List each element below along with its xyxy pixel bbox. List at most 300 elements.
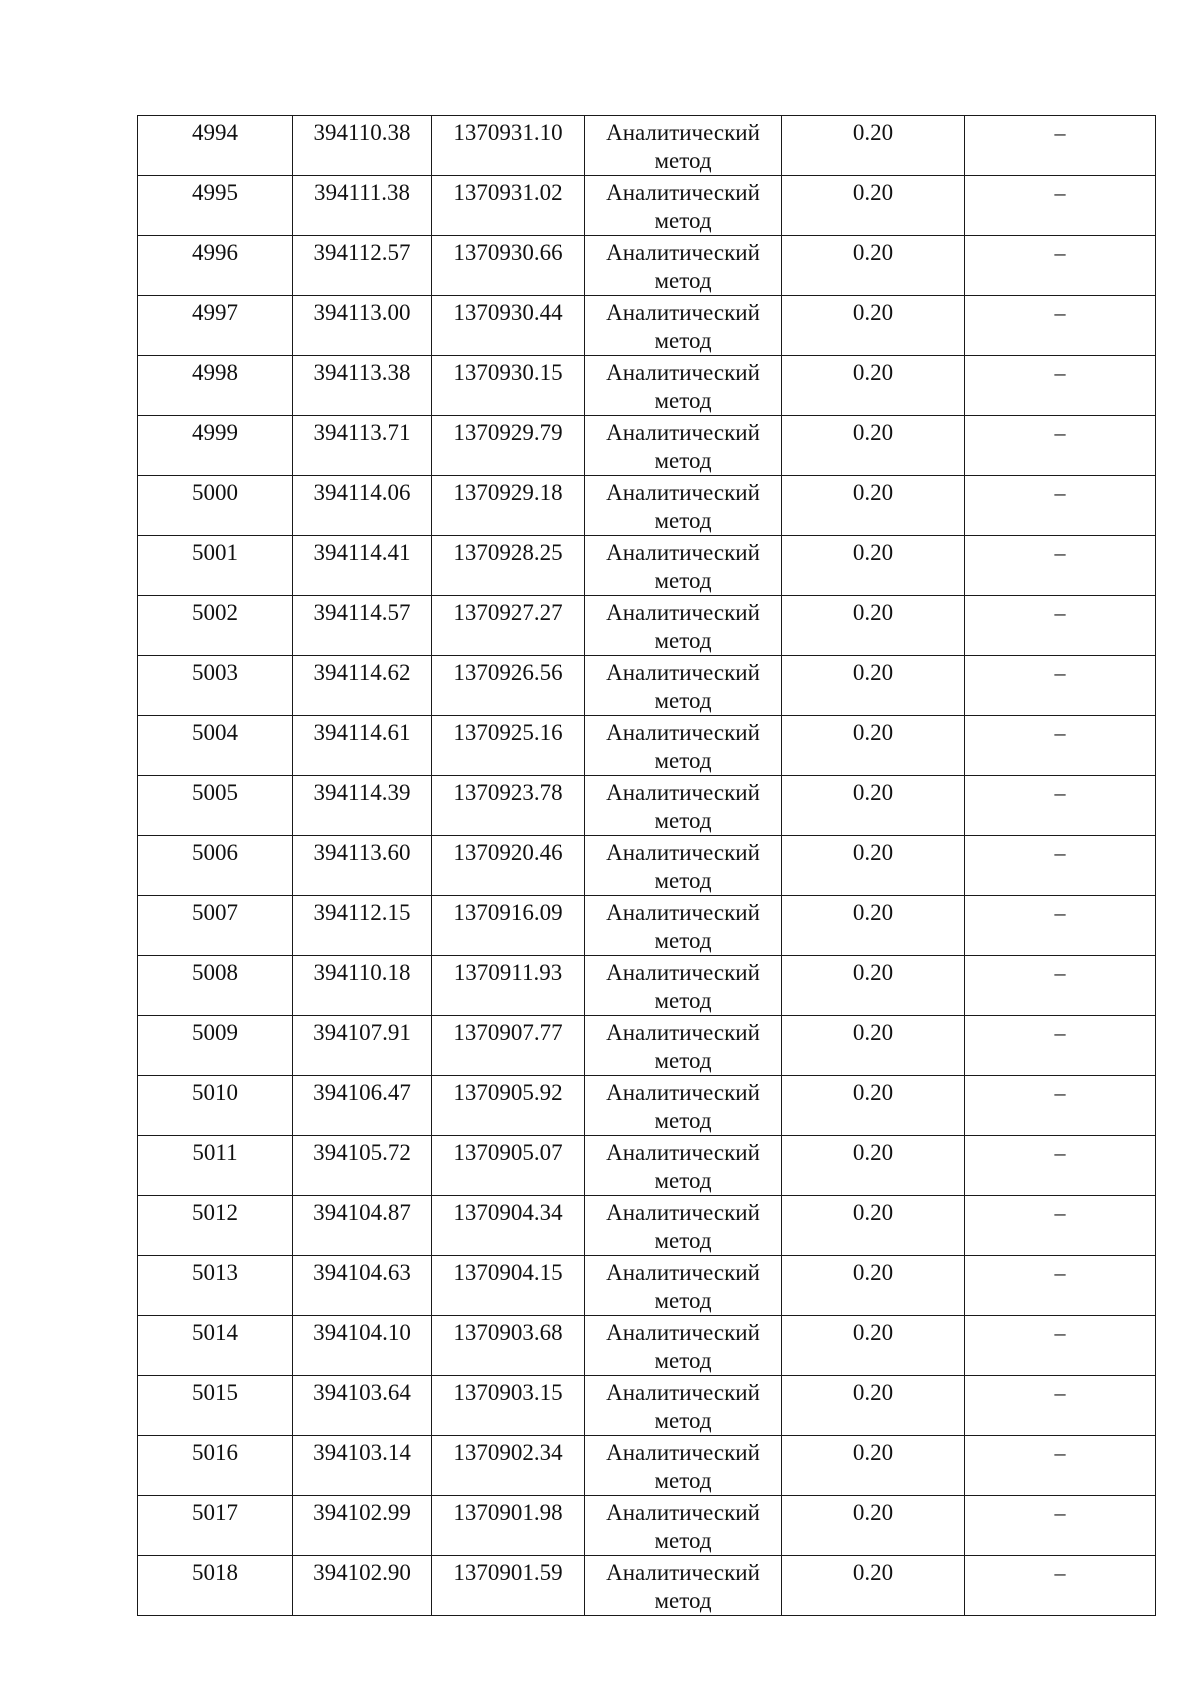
method-cell [585, 1256, 782, 1316]
error-cell [782, 1196, 965, 1256]
error-cell [782, 1496, 965, 1556]
note-cell-text: – [1054, 1320, 1066, 1345]
note-cell-text: – [1054, 180, 1066, 205]
note-cell-text: – [1054, 1560, 1066, 1585]
error-cell-text: 0.20 [852, 360, 894, 385]
error-cell [782, 296, 965, 356]
table-row [138, 1076, 1156, 1136]
x-coordinate-cell [293, 476, 432, 536]
method-cell-text: Аналитический метод [606, 1560, 760, 1613]
method-cell-text: Аналитический метод [606, 420, 760, 473]
method-cell-text: Аналитический метод [606, 600, 760, 653]
note-cell-text: – [1054, 120, 1066, 145]
note-cell [965, 176, 1156, 236]
method-cell [585, 1376, 782, 1436]
y-coordinate-cell [432, 956, 585, 1016]
point-number-cell [138, 836, 293, 896]
point-number-cell [138, 296, 293, 356]
error-cell-text: 0.20 [852, 660, 894, 685]
y-coordinate-cell [432, 716, 585, 776]
table-row [138, 1556, 1156, 1616]
x-coordinate-cell [293, 536, 432, 596]
method-cell-text: Аналитический метод [606, 780, 760, 833]
y-coordinate-cell-text: 1370930.44 [453, 300, 563, 325]
point-number-cell [138, 1316, 293, 1376]
x-coordinate-cell-text: 394107.91 [313, 1020, 411, 1045]
x-coordinate-cell [293, 236, 432, 296]
y-coordinate-cell-text: 1370904.34 [453, 1200, 563, 1225]
note-cell [965, 476, 1156, 536]
method-cell-text: Аналитический метод [606, 1020, 760, 1073]
note-cell [965, 1136, 1156, 1196]
y-coordinate-cell-text: 1370902.34 [453, 1440, 563, 1465]
y-coordinate-cell [432, 1016, 585, 1076]
method-cell-text: Аналитический метод [606, 300, 760, 353]
method-cell-text: Аналитический метод [606, 840, 760, 893]
method-cell [585, 656, 782, 716]
table-row [138, 596, 1156, 656]
error-cell [782, 236, 965, 296]
y-coordinate-cell-text: 1370930.66 [453, 240, 563, 265]
table-row [138, 956, 1156, 1016]
y-coordinate-cell-text: 1370929.18 [453, 480, 563, 505]
table-row [138, 116, 1156, 176]
error-cell [782, 476, 965, 536]
note-cell [965, 416, 1156, 476]
point-number-cell [138, 536, 293, 596]
method-cell [585, 836, 782, 896]
point-number-cell-text: 5003 [192, 660, 238, 685]
error-cell [782, 1256, 965, 1316]
note-cell-text: – [1054, 480, 1066, 505]
error-cell [782, 116, 965, 176]
point-number-cell [138, 236, 293, 296]
error-cell [782, 1376, 965, 1436]
x-coordinate-cell-text: 394113.38 [313, 360, 411, 385]
x-coordinate-cell-text: 394110.18 [313, 960, 411, 985]
point-number-cell-text: 5014 [192, 1320, 238, 1345]
note-cell-text: – [1054, 600, 1066, 625]
method-cell [585, 776, 782, 836]
x-coordinate-cell-text: 394106.47 [313, 1080, 411, 1105]
x-coordinate-cell-text: 394114.62 [313, 660, 411, 685]
y-coordinate-cell-text: 1370905.07 [453, 1140, 563, 1165]
y-coordinate-cell [432, 836, 585, 896]
method-cell-text: Аналитический метод [606, 1380, 760, 1433]
table-row [138, 1016, 1156, 1076]
table-row [138, 656, 1156, 716]
note-cell [965, 1376, 1156, 1436]
point-number-cell-text: 4995 [192, 180, 238, 205]
table-row [138, 1136, 1156, 1196]
note-cell [965, 1256, 1156, 1316]
method-cell [585, 1496, 782, 1556]
note-cell [965, 296, 1156, 356]
note-cell-text: – [1054, 1020, 1066, 1045]
table-row [138, 896, 1156, 956]
y-coordinate-cell [432, 116, 585, 176]
error-cell-text: 0.20 [852, 1380, 894, 1405]
y-coordinate-cell [432, 1496, 585, 1556]
x-coordinate-cell [293, 1256, 432, 1316]
y-coordinate-cell-text: 1370916.09 [453, 900, 563, 925]
method-cell [585, 1016, 782, 1076]
coordinates-table [137, 115, 1156, 1616]
note-cell [965, 536, 1156, 596]
y-coordinate-cell [432, 1316, 585, 1376]
method-cell [585, 236, 782, 296]
method-cell-text: Аналитический метод [606, 720, 760, 773]
x-coordinate-cell [293, 776, 432, 836]
y-coordinate-cell-text: 1370901.59 [453, 1560, 563, 1585]
error-cell [782, 1316, 965, 1376]
note-cell-text: – [1054, 660, 1066, 685]
point-number-cell [138, 116, 293, 176]
x-coordinate-cell [293, 296, 432, 356]
note-cell [965, 1556, 1156, 1616]
point-number-cell-text: 5011 [192, 1140, 238, 1165]
y-coordinate-cell [432, 1376, 585, 1436]
point-number-cell [138, 176, 293, 236]
point-number-cell-text: 5009 [192, 1020, 238, 1045]
y-coordinate-cell [432, 536, 585, 596]
table-row [138, 1316, 1156, 1376]
table-row [138, 1196, 1156, 1256]
x-coordinate-cell-text: 394114.06 [313, 480, 411, 505]
point-number-cell [138, 1436, 293, 1496]
method-cell-text: Аналитический метод [606, 120, 760, 173]
x-coordinate-cell-text: 394103.14 [313, 1440, 411, 1465]
x-coordinate-cell [293, 176, 432, 236]
point-number-cell [138, 596, 293, 656]
x-coordinate-cell-text: 394114.41 [313, 540, 411, 565]
point-number-cell-text: 5006 [192, 840, 238, 865]
error-cell-text: 0.20 [852, 840, 894, 865]
point-number-cell-text: 4994 [192, 120, 238, 145]
error-cell [782, 1136, 965, 1196]
x-coordinate-cell [293, 1556, 432, 1616]
y-coordinate-cell [432, 416, 585, 476]
point-number-cell [138, 1196, 293, 1256]
method-cell-text: Аналитический метод [606, 1200, 760, 1253]
error-cell [782, 356, 965, 416]
y-coordinate-cell-text: 1370905.92 [453, 1080, 563, 1105]
error-cell [782, 956, 965, 1016]
y-coordinate-cell-text: 1370928.25 [453, 540, 563, 565]
error-cell-text: 0.20 [852, 1500, 894, 1525]
x-coordinate-cell [293, 596, 432, 656]
point-number-cell-text: 5017 [192, 1500, 238, 1525]
point-number-cell [138, 1376, 293, 1436]
table-row [138, 476, 1156, 536]
error-cell [782, 536, 965, 596]
error-cell-text: 0.20 [852, 600, 894, 625]
note-cell [965, 236, 1156, 296]
y-coordinate-cell [432, 776, 585, 836]
note-cell [965, 776, 1156, 836]
x-coordinate-cell [293, 1016, 432, 1076]
method-cell [585, 716, 782, 776]
error-cell-text: 0.20 [852, 1020, 894, 1045]
x-coordinate-cell-text: 394103.64 [313, 1380, 411, 1405]
x-coordinate-cell [293, 716, 432, 776]
error-cell [782, 836, 965, 896]
x-coordinate-cell-text: 394114.39 [313, 780, 411, 805]
method-cell [585, 956, 782, 1016]
y-coordinate-cell-text: 1370931.10 [453, 120, 563, 145]
x-coordinate-cell-text: 394113.00 [313, 300, 411, 325]
point-number-cell [138, 1496, 293, 1556]
point-number-cell [138, 956, 293, 1016]
x-coordinate-cell [293, 1496, 432, 1556]
note-cell [965, 656, 1156, 716]
point-number-cell-text: 5015 [192, 1380, 238, 1405]
point-number-cell [138, 1136, 293, 1196]
method-cell-text: Аналитический метод [606, 660, 760, 713]
y-coordinate-cell [432, 896, 585, 956]
x-coordinate-cell-text: 394104.10 [313, 1320, 411, 1345]
x-coordinate-cell-text: 394114.57 [313, 600, 411, 625]
note-cell-text: – [1054, 1500, 1066, 1525]
x-coordinate-cell-text: 394113.71 [313, 420, 411, 445]
x-coordinate-cell [293, 896, 432, 956]
x-coordinate-cell-text: 394104.63 [313, 1260, 411, 1285]
method-cell [585, 416, 782, 476]
y-coordinate-cell [432, 296, 585, 356]
coordinates-table-body [138, 116, 1156, 1616]
error-cell-text: 0.20 [852, 1440, 894, 1465]
y-coordinate-cell-text: 1370925.16 [453, 720, 563, 745]
note-cell [965, 716, 1156, 776]
note-cell [965, 1076, 1156, 1136]
point-number-cell-text: 5010 [192, 1080, 238, 1105]
point-number-cell [138, 656, 293, 716]
point-number-cell-text: 5016 [192, 1440, 238, 1465]
x-coordinate-cell [293, 1076, 432, 1136]
method-cell [585, 896, 782, 956]
y-coordinate-cell-text: 1370901.98 [453, 1500, 563, 1525]
y-coordinate-cell [432, 176, 585, 236]
method-cell [585, 1556, 782, 1616]
point-number-cell [138, 1016, 293, 1076]
error-cell [782, 596, 965, 656]
y-coordinate-cell-text: 1370926.56 [453, 660, 563, 685]
method-cell-text: Аналитический метод [606, 960, 760, 1013]
x-coordinate-cell [293, 1136, 432, 1196]
y-coordinate-cell [432, 476, 585, 536]
method-cell-text: Аналитический метод [606, 1260, 760, 1313]
method-cell [585, 296, 782, 356]
point-number-cell [138, 1076, 293, 1136]
point-number-cell-text: 4998 [192, 360, 238, 385]
table-row [138, 836, 1156, 896]
method-cell [585, 1316, 782, 1376]
y-coordinate-cell-text: 1370907.77 [453, 1020, 563, 1045]
error-cell [782, 176, 965, 236]
error-cell-text: 0.20 [852, 1140, 894, 1165]
method-cell [585, 1136, 782, 1196]
point-number-cell-text: 5004 [192, 720, 238, 745]
point-number-cell-text: 5001 [192, 540, 238, 565]
table-row [138, 176, 1156, 236]
method-cell-text: Аналитический метод [606, 1500, 760, 1553]
x-coordinate-cell [293, 956, 432, 1016]
error-cell [782, 1076, 965, 1136]
x-coordinate-cell-text: 394105.72 [313, 1140, 411, 1165]
error-cell [782, 1556, 965, 1616]
error-cell [782, 416, 965, 476]
point-number-cell [138, 416, 293, 476]
point-number-cell [138, 356, 293, 416]
y-coordinate-cell [432, 356, 585, 416]
error-cell-text: 0.20 [852, 900, 894, 925]
note-cell-text: – [1054, 960, 1066, 985]
method-cell [585, 356, 782, 416]
point-number-cell-text: 4996 [192, 240, 238, 265]
note-cell [965, 596, 1156, 656]
table-row [138, 296, 1156, 356]
y-coordinate-cell [432, 596, 585, 656]
y-coordinate-cell-text: 1370929.79 [453, 420, 563, 445]
note-cell [965, 1316, 1156, 1376]
point-number-cell-text: 5018 [192, 1560, 238, 1585]
method-cell [585, 116, 782, 176]
error-cell [782, 1436, 965, 1496]
x-coordinate-cell [293, 836, 432, 896]
y-coordinate-cell-text: 1370930.15 [453, 360, 563, 385]
note-cell-text: – [1054, 240, 1066, 265]
method-cell [585, 536, 782, 596]
error-cell-text: 0.20 [852, 180, 894, 205]
point-number-cell-text: 4999 [192, 420, 238, 445]
x-coordinate-cell-text: 394113.60 [313, 840, 411, 865]
point-number-cell [138, 716, 293, 776]
x-coordinate-cell [293, 1196, 432, 1256]
error-cell-text: 0.20 [852, 120, 894, 145]
x-coordinate-cell [293, 1376, 432, 1436]
x-coordinate-cell-text: 394112.15 [313, 900, 411, 925]
y-coordinate-cell [432, 1436, 585, 1496]
note-cell [965, 956, 1156, 1016]
note-cell-text: – [1054, 1080, 1066, 1105]
method-cell-text: Аналитический метод [606, 1140, 760, 1193]
note-cell [965, 1496, 1156, 1556]
note-cell [965, 356, 1156, 416]
point-number-cell-text: 5008 [192, 960, 238, 985]
point-number-cell [138, 1256, 293, 1316]
x-coordinate-cell-text: 394110.38 [313, 120, 411, 145]
y-coordinate-cell [432, 1196, 585, 1256]
method-cell-text: Аналитический метод [606, 1320, 760, 1373]
y-coordinate-cell [432, 656, 585, 716]
method-cell [585, 476, 782, 536]
x-coordinate-cell [293, 1436, 432, 1496]
note-cell-text: – [1054, 1260, 1066, 1285]
error-cell-text: 0.20 [852, 780, 894, 805]
error-cell [782, 656, 965, 716]
note-cell-text: – [1054, 1380, 1066, 1405]
point-number-cell-text: 5005 [192, 780, 238, 805]
error-cell-text: 0.20 [852, 1260, 894, 1285]
x-coordinate-cell-text: 394102.90 [313, 1560, 411, 1585]
error-cell-text: 0.20 [852, 1080, 894, 1105]
y-coordinate-cell-text: 1370931.02 [453, 180, 563, 205]
error-cell-text: 0.20 [852, 1320, 894, 1345]
method-cell-text: Аналитический метод [606, 240, 760, 293]
point-number-cell-text: 5013 [192, 1260, 238, 1285]
note-cell [965, 896, 1156, 956]
error-cell-text: 0.20 [852, 960, 894, 985]
note-cell-text: – [1054, 300, 1066, 325]
method-cell [585, 1436, 782, 1496]
y-coordinate-cell-text: 1370927.27 [453, 600, 563, 625]
x-coordinate-cell [293, 1316, 432, 1376]
note-cell-text: – [1054, 360, 1066, 385]
point-number-cell-text: 4997 [192, 300, 238, 325]
x-coordinate-cell [293, 416, 432, 476]
y-coordinate-cell-text: 1370903.15 [453, 1380, 563, 1405]
method-cell-text: Аналитический метод [606, 900, 760, 953]
table-row [138, 536, 1156, 596]
error-cell-text: 0.20 [852, 540, 894, 565]
point-number-cell [138, 1556, 293, 1616]
point-number-cell [138, 476, 293, 536]
x-coordinate-cell-text: 394102.99 [313, 1500, 411, 1525]
point-number-cell [138, 896, 293, 956]
method-cell-text: Аналитический метод [606, 540, 760, 593]
note-cell [965, 116, 1156, 176]
table-row [138, 416, 1156, 476]
table-row [138, 356, 1156, 416]
y-coordinate-cell [432, 236, 585, 296]
table-row [138, 1256, 1156, 1316]
table-row [138, 1436, 1156, 1496]
note-cell [965, 836, 1156, 896]
y-coordinate-cell [432, 1076, 585, 1136]
point-number-cell-text: 5002 [192, 600, 238, 625]
y-coordinate-cell-text: 1370923.78 [453, 780, 563, 805]
note-cell-text: – [1054, 720, 1066, 745]
method-cell [585, 1196, 782, 1256]
note-cell [965, 1016, 1156, 1076]
note-cell-text: – [1054, 840, 1066, 865]
method-cell-text: Аналитический метод [606, 1440, 760, 1493]
method-cell-text: Аналитический метод [606, 480, 760, 533]
note-cell-text: – [1054, 540, 1066, 565]
x-coordinate-cell-text: 394112.57 [313, 240, 411, 265]
error-cell-text: 0.20 [852, 720, 894, 745]
note-cell-text: – [1054, 420, 1066, 445]
note-cell-text: – [1054, 900, 1066, 925]
error-cell [782, 1016, 965, 1076]
x-coordinate-cell-text: 394111.38 [313, 180, 411, 205]
table-row [138, 716, 1156, 776]
y-coordinate-cell [432, 1556, 585, 1616]
x-coordinate-cell [293, 656, 432, 716]
error-cell-text: 0.20 [852, 480, 894, 505]
method-cell-text: Аналитический метод [606, 360, 760, 413]
x-coordinate-cell-text: 394104.87 [313, 1200, 411, 1225]
y-coordinate-cell-text: 1370920.46 [453, 840, 563, 865]
note-cell-text: – [1054, 1200, 1066, 1225]
method-cell [585, 596, 782, 656]
point-number-cell-text: 5000 [192, 480, 238, 505]
error-cell-text: 0.20 [852, 1560, 894, 1585]
method-cell-text: Аналитический метод [606, 180, 760, 233]
note-cell-text: – [1054, 1140, 1066, 1165]
y-coordinate-cell [432, 1256, 585, 1316]
point-number-cell-text: 5012 [192, 1200, 238, 1225]
